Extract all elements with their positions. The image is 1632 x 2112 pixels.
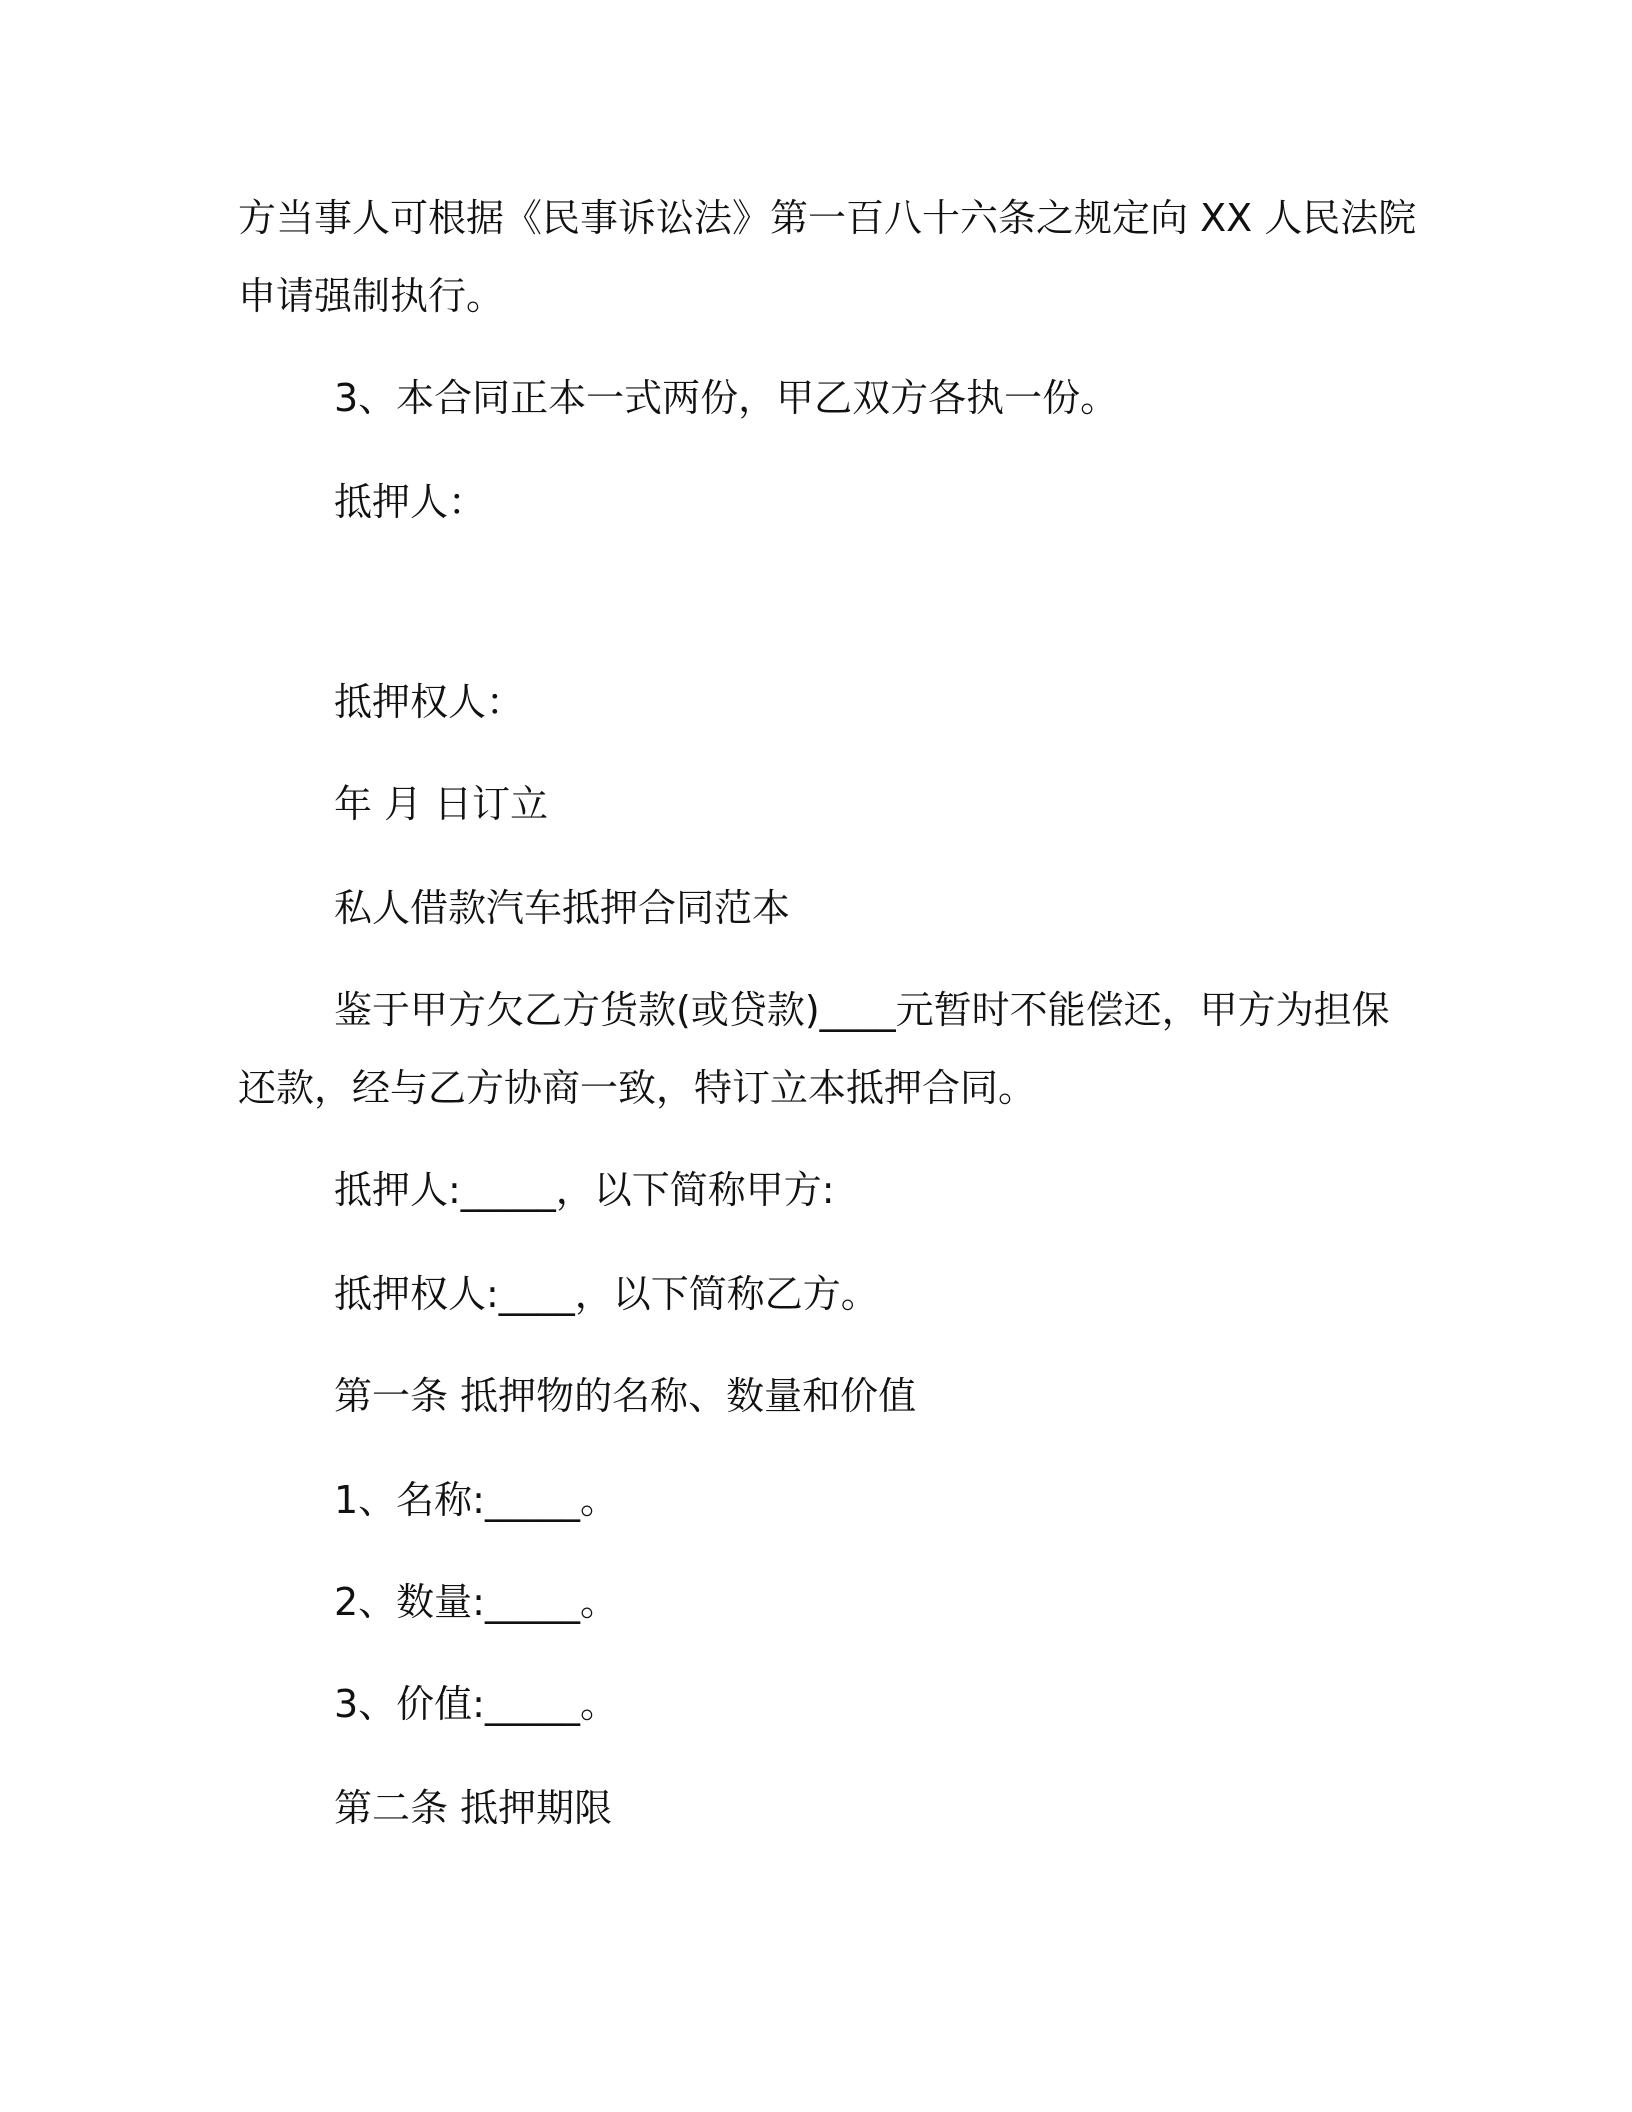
paragraph-line: 抵押权人:____，以下简称乙方。 [334, 1272, 879, 1316]
paragraph-line: 抵押人:_____，以下简称甲方: [334, 1168, 835, 1212]
paragraph-line: 鉴于甲方欠乙方货款(或贷款)____元暂时不能偿还，甲方为担保 [334, 988, 1390, 1032]
section-title: 私人借款汽车抵押合同范本 [334, 886, 791, 930]
paragraph-line: 方当事人可根据《民事诉讼法》第一百八十六条之规定向 XX 人民法院 [238, 196, 1417, 240]
date-line: 年 月 日订立 [334, 782, 549, 826]
article-heading: 第一条 抵押物的名称、数量和价值 [334, 1374, 917, 1418]
article-heading: 第二条 抵押期限 [334, 1786, 613, 1830]
paragraph-line: 还款，经与乙方协商一致，特订立本抵押合同。 [238, 1066, 1037, 1110]
paragraph-line: 3、本合同正本一式两份，甲乙双方各执一份。 [334, 376, 1119, 420]
list-item: 3、价值:_____。 [334, 1682, 618, 1726]
paragraph-line: 申请强制执行。 [238, 274, 505, 318]
signature-label-mortgagee: 抵押权人： [334, 680, 525, 724]
list-item: 1、名称:_____。 [334, 1478, 618, 1522]
list-item: 2、数量:_____。 [334, 1580, 618, 1624]
signature-label-mortgagor: 抵押人： [334, 480, 487, 524]
